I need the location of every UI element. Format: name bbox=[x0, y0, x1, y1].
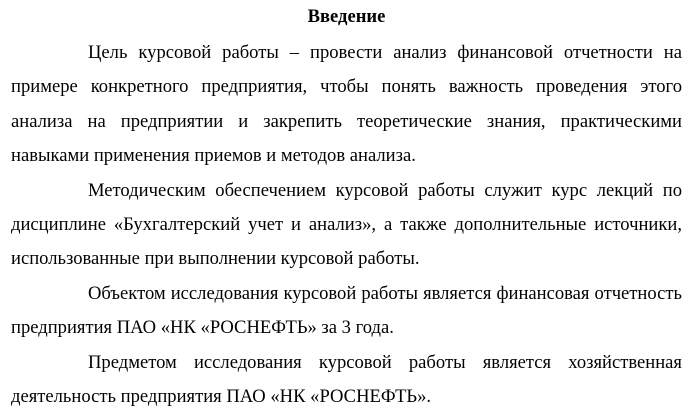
paragraph-subject: Предметом исследования курсовой работы является хозяйственная деятельность предприятия ПАО «НК «РОСНЕФТЬ». bbox=[11, 351, 682, 408]
paragraph-object: Объектом исследования курсовой работы является финансовая отчетность предприятия ПАО «НК «РОСНЕФТЬ» за 3 года. bbox=[11, 282, 682, 339]
paragraph-methodology: Методическим обеспечением курсовой работы служит курс лекций по дисциплине «Бухгалтерский учет и анализ», а также дополнительные источники, использованные при выполнении курсовой работы. bbox=[11, 179, 682, 270]
section-heading: Введение bbox=[307, 6, 386, 27]
paragraph-goal: Цель курсовой работы – провести анализ финансовой отчетности на примере конкретного предприятия, чтобы понять важность проведения этого анализа на предприятии и закрепить теоретические знания, практическими навыками применения приемов и методов анализа. bbox=[11, 42, 682, 167]
